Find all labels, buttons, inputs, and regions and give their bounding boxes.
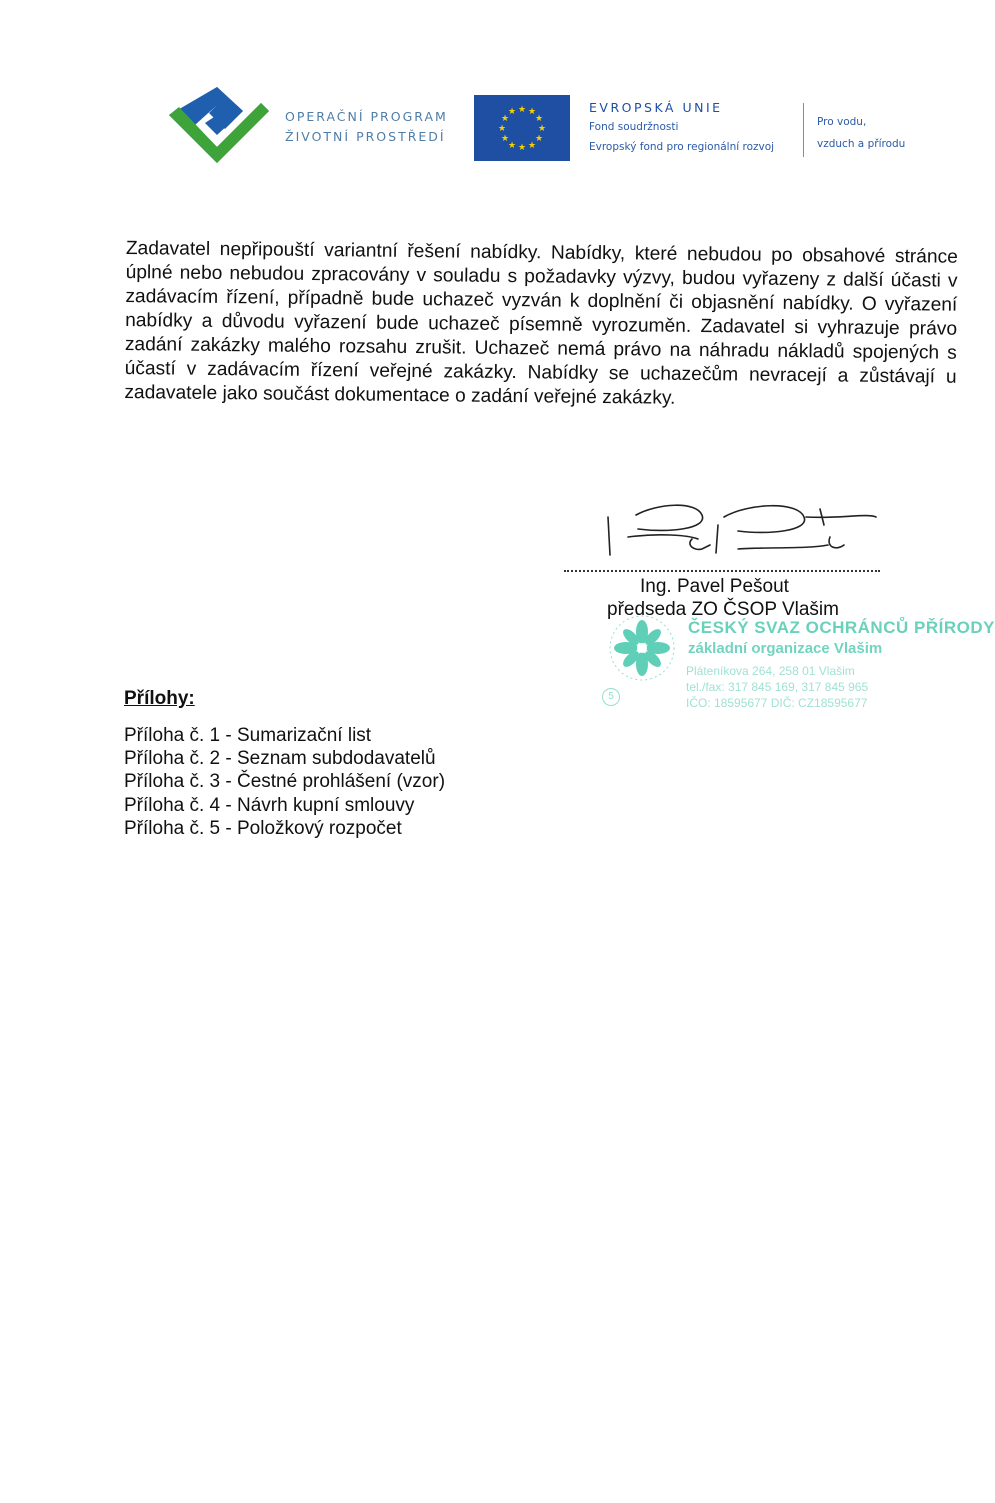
eu-text: [589, 99, 774, 157]
svg-text:★: ★: [500, 114, 510, 124]
attachment-item: Příloha č. 1 - Sumarizační list: [124, 725, 372, 746]
attachment-item: Příloha č. 2 - Seznam subdodavatelů: [124, 748, 436, 770]
motto: [817, 111, 905, 155]
stamp-ids: IČO: 18595677 DIČ: CZ18595677: [686, 696, 868, 710]
attachments-list: [124, 724, 445, 840]
attachments-heading: Přílohy:: [124, 688, 195, 709]
svg-text:★: ★: [534, 134, 544, 144]
opz-title-line1: OPERAČNÍ PROGRAM: [285, 109, 448, 124]
eu-fund-2: Evropský fond pro regionální rozvoj: [589, 141, 775, 153]
signer-role: předseda ZO ČSOP Vlašim: [607, 599, 839, 620]
stamp-address: Pláteníkova 264, 258 01 Vlašim: [686, 664, 855, 678]
motto-line1: Pro vodu,: [817, 116, 867, 128]
svg-text:★: ★: [517, 143, 527, 153]
svg-text:★: ★: [500, 134, 510, 144]
csop-emblem-icon: [606, 612, 678, 684]
attachment-item: Příloha č. 5 - Položkový rozpočet: [124, 817, 402, 839]
motto-line2: vzduch a přírodu: [817, 138, 906, 150]
svg-text:★: ★: [507, 107, 517, 117]
body-paragraph: Zadavatel nepřipouští variantní řešení nabídky. Nabídky, které nebudou po obsahové stránce úplné nebo nebudou zpracovány v souladu s požadavky výzvy, budou vyřazeny z další účasti v zadávacím řízení, případně bude uchazeč vyzván k doplnění či objasnění nabídky. O vyřazení nabídky a důvodu vyřazení bude uchazeč písemně vyrozuměn. Zadavatel si vyhrazuje právo zadání zakázky malého rozsahu zrušit. Uchazeč nemá právo na náhradu nákladů spojených s účastí v zadávacím řízení veřejné zakázky. Nabídky se uchazečům nevracejí a zůstávají u zadavatele jako součást dokumentace o zadání veřejné zakázky.: [124, 238, 958, 409]
eu-title: EVROPSKÁ UNIE: [589, 100, 723, 115]
handwritten-signature: [598, 495, 878, 560]
opz-title-line2: ŽIVOTNÍ PROSTŘEDÍ: [285, 129, 446, 144]
eu-flag-icon: [474, 95, 570, 161]
header: [165, 85, 925, 175]
attachment-item: Příloha č. 4 - Návrh kupní smlouvy: [124, 794, 415, 816]
svg-text:★: ★: [517, 105, 527, 115]
signer-name: Ing. Pavel Pešout: [640, 576, 789, 597]
signature-line: [564, 558, 880, 572]
stamp-phone: tel./fax: 317 845 169, 317 845 965: [686, 680, 869, 694]
svg-text:★: ★: [537, 124, 547, 134]
opz-logo-icon: [165, 85, 270, 167]
opz-title: [285, 107, 448, 147]
attachment-item: Příloha č. 3 - Čestné prohlášení (vzor): [124, 771, 446, 793]
stamp-number: 5: [602, 688, 620, 706]
header-divider: [803, 103, 804, 157]
stamp-org-unit: základní organizace Vlašim: [688, 640, 883, 657]
svg-text:★: ★: [527, 107, 537, 117]
svg-text:★: ★: [507, 141, 517, 151]
svg-text:★: ★: [534, 114, 544, 124]
eu-fund-1: Fond soudržnosti: [589, 121, 679, 133]
organization-stamp: [602, 612, 995, 717]
stamp-org-name: ČESKÝ SVAZ OCHRÁNCŮ PŘÍRODY: [688, 618, 995, 637]
svg-text:★: ★: [497, 124, 507, 134]
svg-text:★: ★: [527, 141, 537, 151]
